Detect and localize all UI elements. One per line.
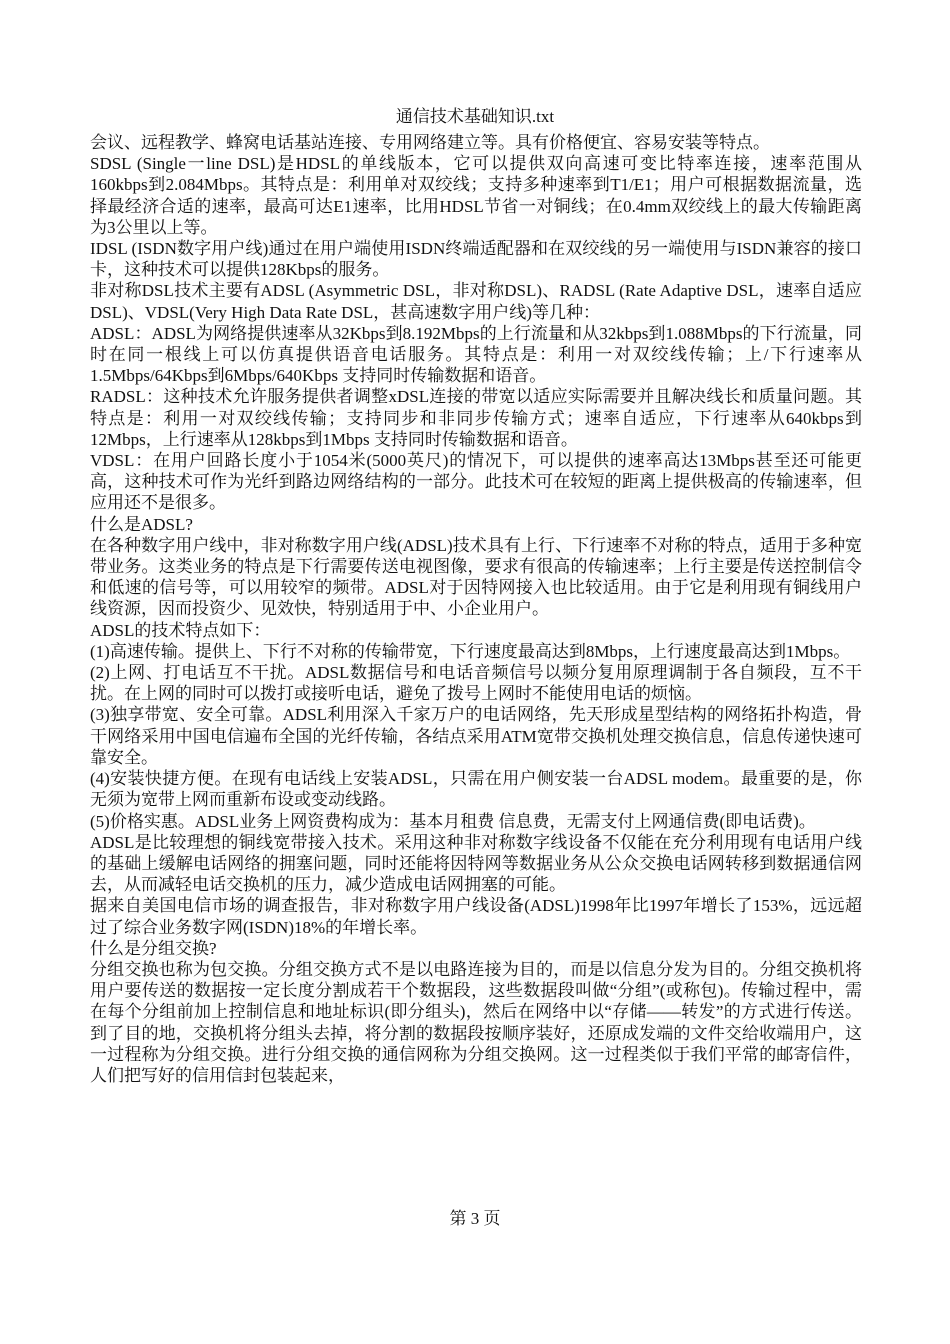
paragraph: 会议、远程教学、蜂窝电话基站连接、专用网络建立等。具有价格便宜、容易安装等特点。 xyxy=(90,133,770,152)
paragraph: ADSL：ADSL为网络提供速率从32Kbps到8.192Mbps的上行流量和从32kbps到1.088Mbps的下行流量，同时在同一根线上可以仿真提供语音电话服务。其特点是：利用一对双绞线传输；上/下行速率从1.5Mbps/64Kbps到6Mbps/640Kbps 支持同时传输数据和语音。 xyxy=(90,323,862,386)
paragraph: ADSL的技术特点如下： xyxy=(90,620,271,640)
list-item: (3)独享带宽、安全可靠。ADSL利用深入千家万户的电话网络，先天形成星型结构的网络拓扑构造，骨干网络采用中国电信遍布全国的光纤传输，各结点采用ATM宽带交换机处理交换信息，信息传递快速可靠安全。 xyxy=(90,705,862,767)
paragraph: IDSL (ISDN数字用户线)通过在用户端使用ISDN终端适配器和在双绞线的另一端使用与ISDN兼容的接口卡，这种技术可以提供128Kbps的服务。 xyxy=(90,239,862,280)
page-number: 第 3 页 xyxy=(449,1209,501,1228)
paragraph: 在各种数字用户线中，非对称数字用户线(ADSL)技术具有上行、下行速率不对称的特点，适用于多种宽带业务。这类业务的特点是下行需要传送电视图像，要求有很高的传输速率；上行主要是传送控制信令和低速的信号等，可以用较窄的频带。ADSL对于因特网接入也比较适用。由于它是利用现有铜线用户线资源，因而投资少、见效快，特别适用于中、小企业用户。 xyxy=(90,535,862,619)
section-heading: 什么是分组交换? xyxy=(90,938,217,958)
list-item: (1)高速传输。提供上、下行不对称的传输带宽，下行速度最高达到8Mbps，上行速度最高达到1Mbps。 xyxy=(90,641,851,661)
list-item: (4)安装快捷方便。在现有电话线上安装ADSL，只需在用户侧安装一台ADSL modem。最重要的是，你无须为宽带上网而重新布设或变动线路。 xyxy=(90,769,862,810)
paragraph: ADSL是比较理想的铜线宽带接入技术。采用这种非对称数字线设备不仅能在充分利用现有电话用户线的基础上缓解电话网络的拥塞问题，同时还能将因特网等数据业务从公众交换电话网转移到数据通信网去，从而减轻电话交换机的压力，减少造成电话网拥塞的可能。 xyxy=(90,832,862,895)
paragraph: SDSL (Single一line DSL)是HDSL的单线版本，它可以提供双向高速可变比特率连接，速率范围从160kbps到2.084Mbps。其特点是：利用单对双绞线；支持多种速率到T1/E1；用户可根据数据流量，选择最经济合适的速率，最高可达E1速率，比用HDSL节省一对铜线；在0.4mm双绞线上的最大传输距离为3公里以上等。 xyxy=(90,154,862,237)
list-item: (5)价格实惠。ADSL业务上网资费构成为：基本月租费 信息费，无需支付上网通信费(即电话费)。 xyxy=(90,811,816,831)
section-heading: 什么是ADSL? xyxy=(90,514,193,534)
paragraph: RADSL：这种技术允许服务提供者调整xDSL连接的带宽以适应实际需要并且解决线长和质量问题。其特点是：利用一对双绞线传输；支持同步和非同步传输方式；速率自适应，下行速率从640kbps到12Mbps，上行速率从128kbps到1Mbps 支持同时传输数据和语音。 xyxy=(90,387,862,449)
list-item: (2)上网、打电话互不干扰。ADSL数据信号和电话音频信号以频分复用原理调制于各自频段，互不干扰。在上网的同时可以拨打或接听电话，避免了拨号上网时不能使用电话的烦恼。 xyxy=(90,663,862,704)
document-body xyxy=(90,132,862,1086)
paragraph: 分组交换也称为包交换。分组交换方式不是以电路连接为目的，而是以信息分发为目的。分组交换机将用户要传送的数据按一定长度分割成若干个数据段，这些数据段叫做“分组”(或称包)。传输过程中，需在每个分组前加上控制信息和地址标识(即分组头)，然后在网络中以“存储——转发”的方式进行传送。到了目的地，交换机将分组头去掉，将分割的数据段按顺序装好，还原成发端的文件交给收端用户，这一过程称为分组交换。进行分组交换的通信网称为分组交换网。这一过程类似于我们平常的邮寄信件，人们把写好的信用信封包装起来， xyxy=(90,959,862,1085)
paragraph: 非对称DSL技术主要有ADSL (Asymmetric DSL，非对称DSL)、RADSL (Rate Adaptive DSL，速率自适应DSL)、VDSL(Very High Data Rate DSL，甚高速数字用户线)等几种： xyxy=(90,281,862,322)
paragraph: VDSL：在用户回路长度小于1054米(5000英尺)的情况下，可以提供的速率高达13Mbps甚至还可能更高，这种技术可作为光纤到路边网络结构的一部分。此技术可在较短的距离上提供极高的传输速率，但应用还不是很多。 xyxy=(90,451,862,513)
page-title: 通信技术基础知识.txt xyxy=(395,107,555,126)
paragraph: 据来自美国电信市场的调查报告，非对称数字用户线设备(ADSL)1998年比1997年增长了153%，远远超过了综合业务数字网(ISDN)18%的年增长率。 xyxy=(90,896,862,937)
